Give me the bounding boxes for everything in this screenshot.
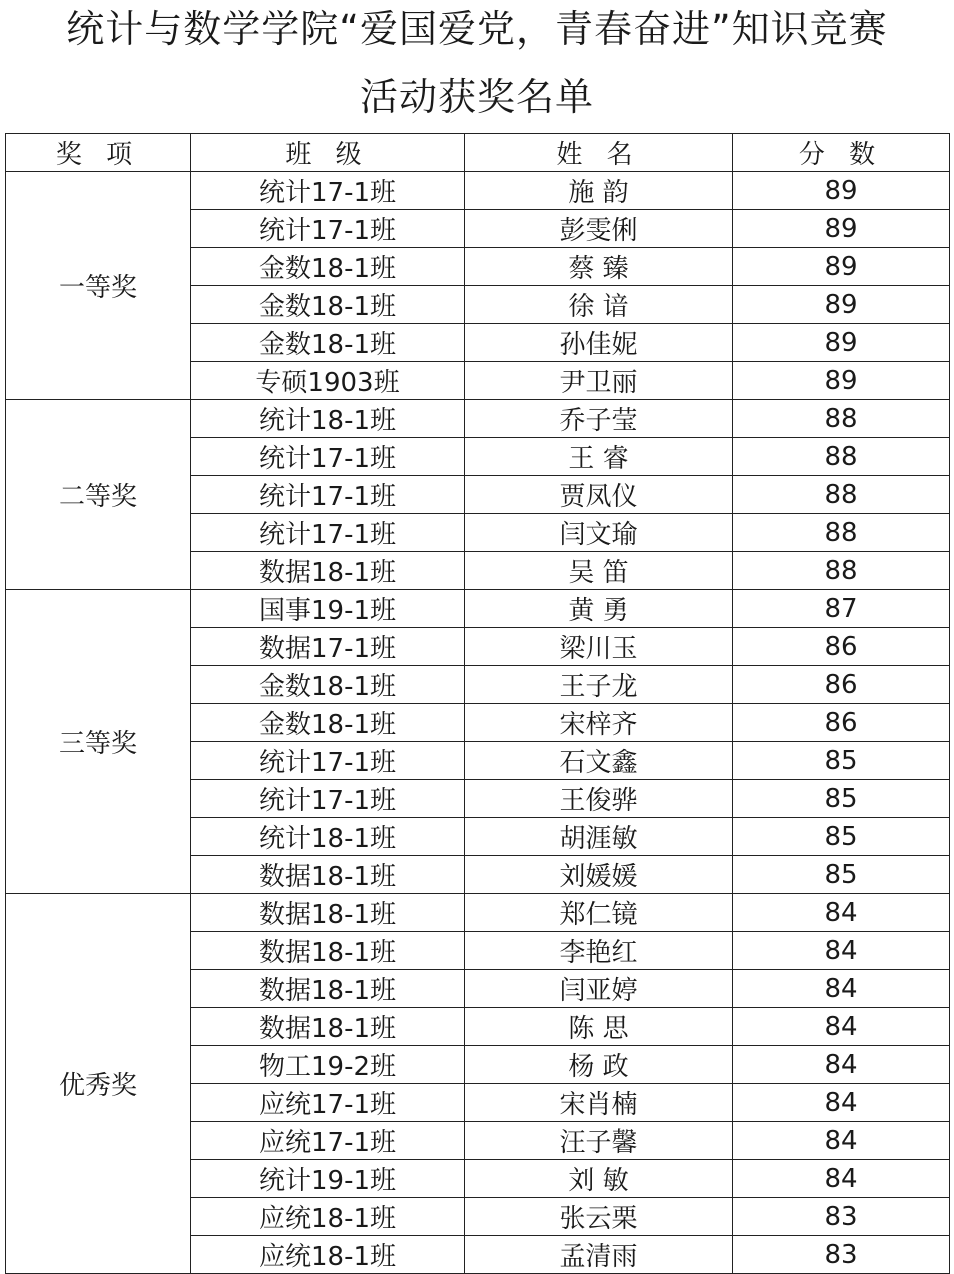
score-cell: 89 [733, 286, 950, 324]
score-cell: 88 [733, 552, 950, 590]
name-cell: 李艳红 [465, 932, 733, 970]
header-name: 姓 名 [465, 134, 733, 172]
score-cell: 83 [733, 1236, 950, 1274]
name-cell: 黄 勇 [465, 590, 733, 628]
score-cell: 88 [733, 476, 950, 514]
score-cell: 88 [733, 400, 950, 438]
class-cell: 数据18-1班 [191, 894, 465, 932]
class-cell: 数据17-1班 [191, 628, 465, 666]
prize-level-cell: 一等奖 [6, 172, 191, 400]
class-cell: 统计17-1班 [191, 210, 465, 248]
name-cell: 闫文瑜 [465, 514, 733, 552]
prize-level-cell: 二等奖 [6, 400, 191, 590]
name-cell: 蔡 臻 [465, 248, 733, 286]
score-cell: 84 [733, 1084, 950, 1122]
name-cell: 刘媛媛 [465, 856, 733, 894]
name-cell: 贾凤仪 [465, 476, 733, 514]
score-cell: 84 [733, 1160, 950, 1198]
class-cell: 专硕1903班 [191, 362, 465, 400]
document-title: 统计与数学学院“爱国爱党，青春奋进”知识竞赛 [66, 7, 888, 51]
name-cell: 胡涯敏 [465, 818, 733, 856]
class-cell: 金数18-1班 [191, 248, 465, 286]
class-cell: 数据18-1班 [191, 970, 465, 1008]
prize-level-cell: 优秀奖 [6, 894, 191, 1274]
score-cell: 84 [733, 1122, 950, 1160]
name-cell: 梁川玉 [465, 628, 733, 666]
header-class: 班 级 [191, 134, 465, 172]
class-cell: 统计17-1班 [191, 438, 465, 476]
score-cell: 89 [733, 324, 950, 362]
score-cell: 89 [733, 248, 950, 286]
name-cell: 刘 敏 [465, 1160, 733, 1198]
document-subtitle: 活动获奖名单 [359, 75, 594, 119]
name-cell: 陈 思 [465, 1008, 733, 1046]
name-cell: 郑仁镜 [465, 894, 733, 932]
score-cell: 86 [733, 704, 950, 742]
class-cell: 物工19-2班 [191, 1046, 465, 1084]
name-cell: 宋肖楠 [465, 1084, 733, 1122]
table-row [6, 172, 950, 210]
score-cell: 84 [733, 894, 950, 932]
name-cell: 施 韵 [465, 172, 733, 210]
prize-level-cell: 三等奖 [6, 590, 191, 894]
name-cell: 孟清雨 [465, 1236, 733, 1274]
awards-table-body [6, 172, 950, 1274]
score-cell: 84 [733, 1008, 950, 1046]
header-row [6, 134, 950, 172]
class-cell: 统计18-1班 [191, 818, 465, 856]
header-score: 分 数 [733, 134, 950, 172]
name-cell: 王 睿 [465, 438, 733, 476]
class-cell: 金数18-1班 [191, 286, 465, 324]
name-cell: 闫亚婷 [465, 970, 733, 1008]
class-cell: 统计17-1班 [191, 476, 465, 514]
class-cell: 应统17-1班 [191, 1084, 465, 1122]
score-cell: 85 [733, 780, 950, 818]
score-cell: 84 [733, 932, 950, 970]
class-cell: 统计18-1班 [191, 400, 465, 438]
score-cell: 88 [733, 514, 950, 552]
table-row [6, 894, 950, 932]
name-cell: 张云栗 [465, 1198, 733, 1236]
class-cell: 金数18-1班 [191, 704, 465, 742]
class-cell: 数据18-1班 [191, 932, 465, 970]
class-cell: 统计17-1班 [191, 172, 465, 210]
table-row [6, 590, 950, 628]
name-cell: 汪子馨 [465, 1122, 733, 1160]
score-cell: 86 [733, 628, 950, 666]
name-cell: 乔子莹 [465, 400, 733, 438]
class-cell: 国事19-1班 [191, 590, 465, 628]
class-cell: 应统17-1班 [191, 1122, 465, 1160]
class-cell: 数据18-1班 [191, 856, 465, 894]
class-cell: 应统18-1班 [191, 1198, 465, 1236]
score-cell: 84 [733, 1046, 950, 1084]
awards-table [5, 133, 950, 1274]
name-cell: 石文鑫 [465, 742, 733, 780]
name-cell: 彭雯俐 [465, 210, 733, 248]
class-cell: 统计17-1班 [191, 514, 465, 552]
class-cell: 统计17-1班 [191, 742, 465, 780]
name-cell: 孙佳妮 [465, 324, 733, 362]
name-cell: 杨 政 [465, 1046, 733, 1084]
score-cell: 83 [733, 1198, 950, 1236]
score-cell: 87 [733, 590, 950, 628]
score-cell: 89 [733, 210, 950, 248]
score-cell: 85 [733, 818, 950, 856]
score-cell: 89 [733, 362, 950, 400]
class-cell: 金数18-1班 [191, 666, 465, 704]
name-cell: 徐 谙 [465, 286, 733, 324]
table-row [6, 400, 950, 438]
class-cell: 应统18-1班 [191, 1236, 465, 1274]
score-cell: 88 [733, 438, 950, 476]
score-cell: 89 [733, 172, 950, 210]
class-cell: 数据18-1班 [191, 1008, 465, 1046]
class-cell: 金数18-1班 [191, 324, 465, 362]
name-cell: 王俊骅 [465, 780, 733, 818]
class-cell: 统计17-1班 [191, 780, 465, 818]
score-cell: 85 [733, 742, 950, 780]
name-cell: 吴 笛 [465, 552, 733, 590]
score-cell: 85 [733, 856, 950, 894]
name-cell: 宋梓齐 [465, 704, 733, 742]
class-cell: 统计19-1班 [191, 1160, 465, 1198]
class-cell: 数据18-1班 [191, 552, 465, 590]
name-cell: 尹卫丽 [465, 362, 733, 400]
header-prize: 奖 项 [6, 134, 191, 172]
score-cell: 86 [733, 666, 950, 704]
score-cell: 84 [733, 970, 950, 1008]
name-cell: 王子龙 [465, 666, 733, 704]
